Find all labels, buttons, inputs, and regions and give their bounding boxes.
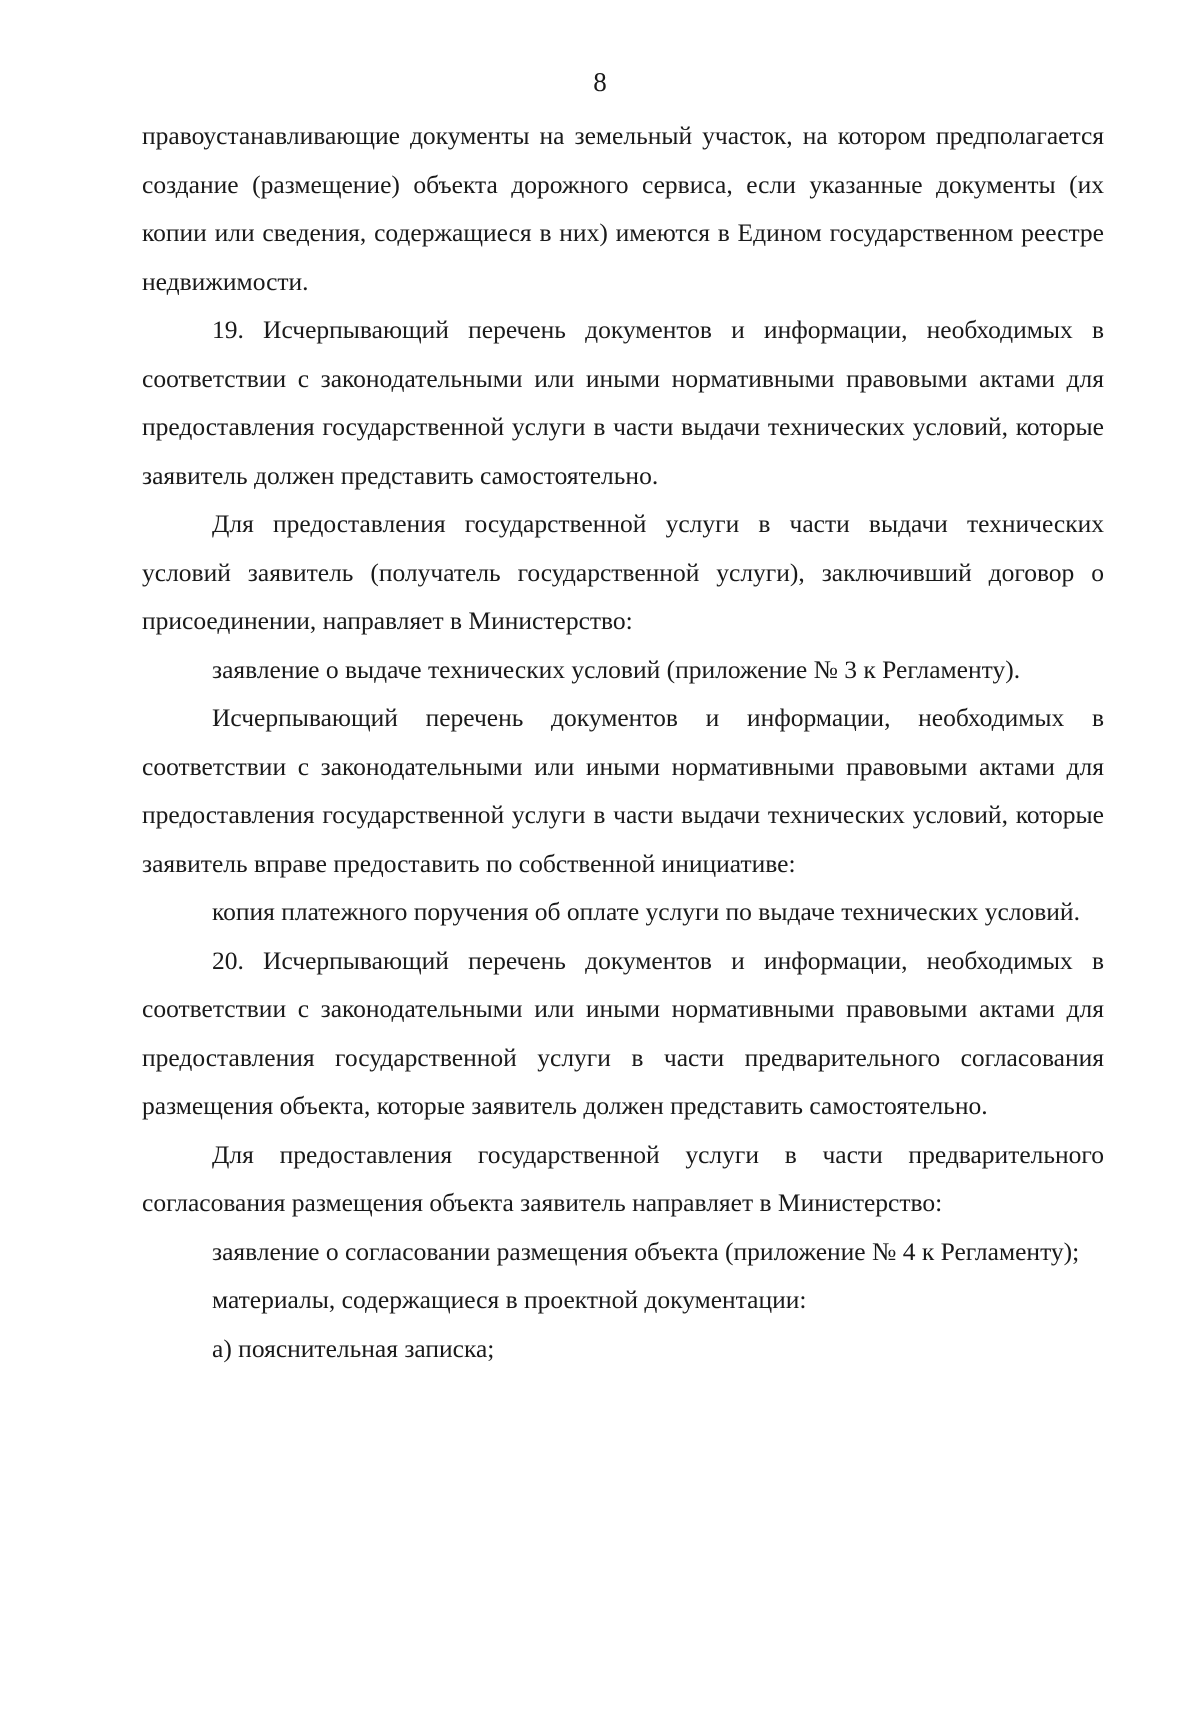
paragraph-project-materials: материалы, содержащиеся в проектной документации: [212,1285,807,1314]
paragraph-payment-order-copy: копия платежного поручения об оплате услуги по выдаче технических условий. [212,897,1080,926]
paragraph-optional-documents: Исчерпывающий перечень документов и информации, необходимых в соответствии с законодательными или иными нормативными правовыми актами для предоставления государственной услуги в части выдачи технических условий, которые заявитель вправе предоставить по собственной инициативе: [142,703,1104,878]
paragraph-placement-application: заявление о согласовании размещения объекта (приложение № 4 к Регламенту); [212,1236,1080,1266]
paragraph-explanatory-note: а) пояснительная записка; [212,1333,495,1363]
paragraph-item-20: 20. Исчерпывающий перечень документов и информации, необходимых в соответствии с законодательными или иными нормативными правовыми актами для предоставления государственной услуги в части предварительного согласования размещения объекта, которые заявитель должен представить самостоятельно. [142,945,1104,1120]
paragraph-tech-conditions-application: заявление о выдаче технических условий (приложение № 3 к Регламенту). [212,654,1021,684]
page-number: 8 [593,67,607,97]
paragraph-item-19: 19. Исчерпывающий перечень документов и информации, необходимых в соответствии с законодательными или иными нормативными правовыми актами для предоставления государственной услуги в части выдачи технических условий, которые заявитель должен представить самостоятельно. [142,315,1104,490]
document-body [142,112,1104,1373]
paragraph-placement-submission: Для предоставления государственной услуги в части предварительного согласования размещения объекта заявитель направляет в Министерство: [142,1139,1104,1217]
paragraph-tech-conditions-submission: Для предоставления государственной услуги в части выдачи технических условий заявитель (получатель государственной услуги), заключивший договор о присоединении, направляет в Министерство: [142,509,1104,635]
paragraph-land-documents: правоустанавливающие документы на земельный участок, на котором предполагается создание (размещение) объекта дорожного сервиса, если указанные документы (их копии или сведения, содержащиеся в них) имеются в Едином государственном реестре недвижимости. [142,121,1104,296]
